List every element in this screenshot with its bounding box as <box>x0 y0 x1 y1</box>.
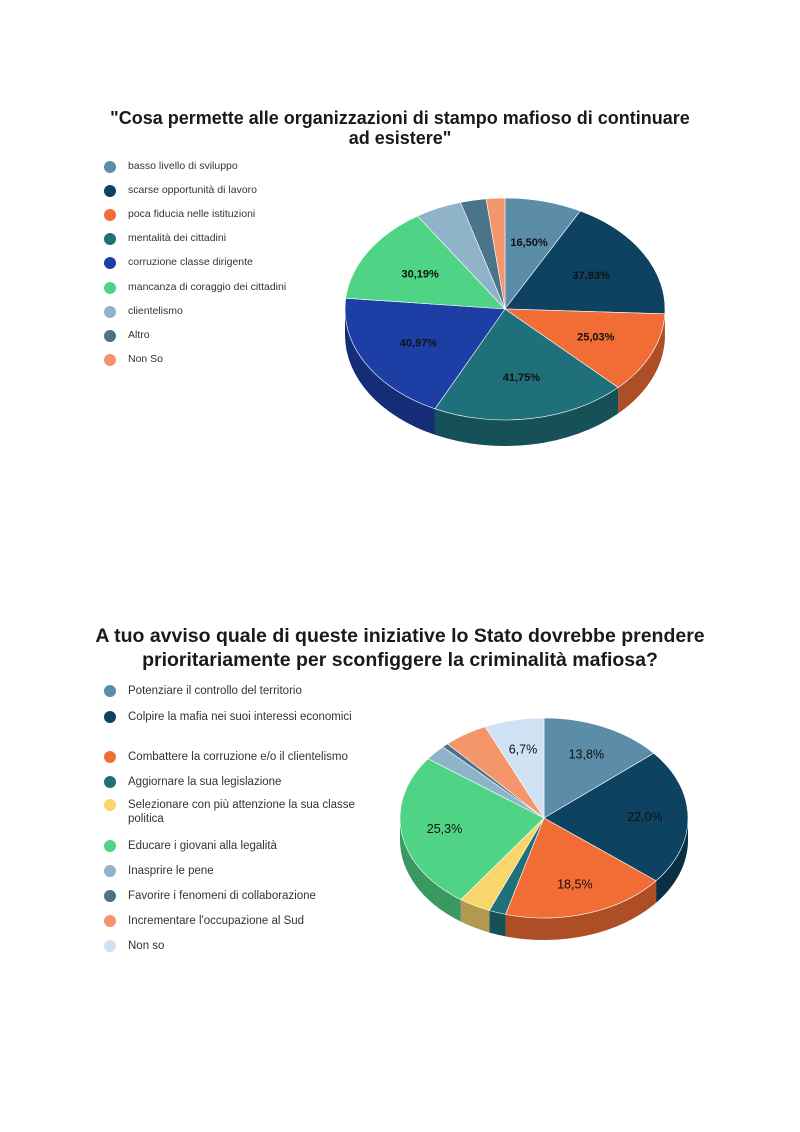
pie-data-label: 22,0% <box>627 810 663 825</box>
chart-2-title-line-2: prioritariamente per sconfiggere la criminalità mafiosa? <box>142 649 658 671</box>
pie-chart-2 <box>400 718 688 940</box>
legend-label: Incrementare l'occupazione al Sud <box>128 915 305 927</box>
pie-data-label: 13,8% <box>568 747 605 762</box>
legend-label: Non So <box>128 353 164 365</box>
legend-label: Inasprire le pene <box>128 865 214 877</box>
pie-data-label: 25,3% <box>426 822 463 837</box>
legend-label: Altro <box>128 329 150 341</box>
legend-label: scarse opportunità di lavoro <box>128 184 257 196</box>
legend-label: Aggiornare la sua legislazione <box>128 776 282 788</box>
pie-data-label: 41,75% <box>502 371 541 384</box>
legend-label: poca fiducia nelle istituzioni <box>128 208 256 220</box>
legend-label: clientelismo <box>128 305 183 317</box>
legend-label: mancanza di coraggio dei cittadini <box>128 281 287 293</box>
pie-data-label: 18,5% <box>557 877 593 892</box>
pie-data-label: 16,50% <box>510 237 548 250</box>
legend-label: corruzione classe dirigente <box>128 256 253 268</box>
legend-label: Potenziare il controllo del territorio <box>128 685 302 697</box>
legend-label: Non so <box>128 940 165 952</box>
chart-2-title-line-1: A tuo avviso quale di queste iniziative lo Stato dovrebbe prendere <box>95 625 705 647</box>
chart-1-title-line-2: ad esistere" <box>348 128 452 148</box>
legend-label: Colpire la mafia nei suoi interessi economici <box>128 711 352 723</box>
pie-data-label: 40,97% <box>399 337 438 350</box>
legend-label: Educare i giovani alla legalità <box>128 840 277 852</box>
legend-label: Favorire i fenomeni di collaborazione <box>128 890 316 902</box>
legend-label: mentalità dei cittadini <box>128 232 227 244</box>
legend-label: basso livello di sviluppo <box>128 160 238 172</box>
pie-data-label: 37,93% <box>572 269 610 282</box>
pie-side-wall <box>489 911 505 937</box>
legend-label: Selezionare con più attenzione la sua classe politica <box>128 799 355 825</box>
pie-data-label: 6,7% <box>508 742 538 757</box>
pie-data-label: 25,03% <box>577 331 615 344</box>
pie-data-label: 30,19% <box>401 268 439 281</box>
pie-chart-1 <box>345 198 665 446</box>
legend-label: Combattere la corruzione e/o il clientelismo <box>128 751 348 763</box>
chart-1-title-line-1: "Cosa permette alle organizzazioni di stampo mafioso di continuare <box>110 108 690 128</box>
